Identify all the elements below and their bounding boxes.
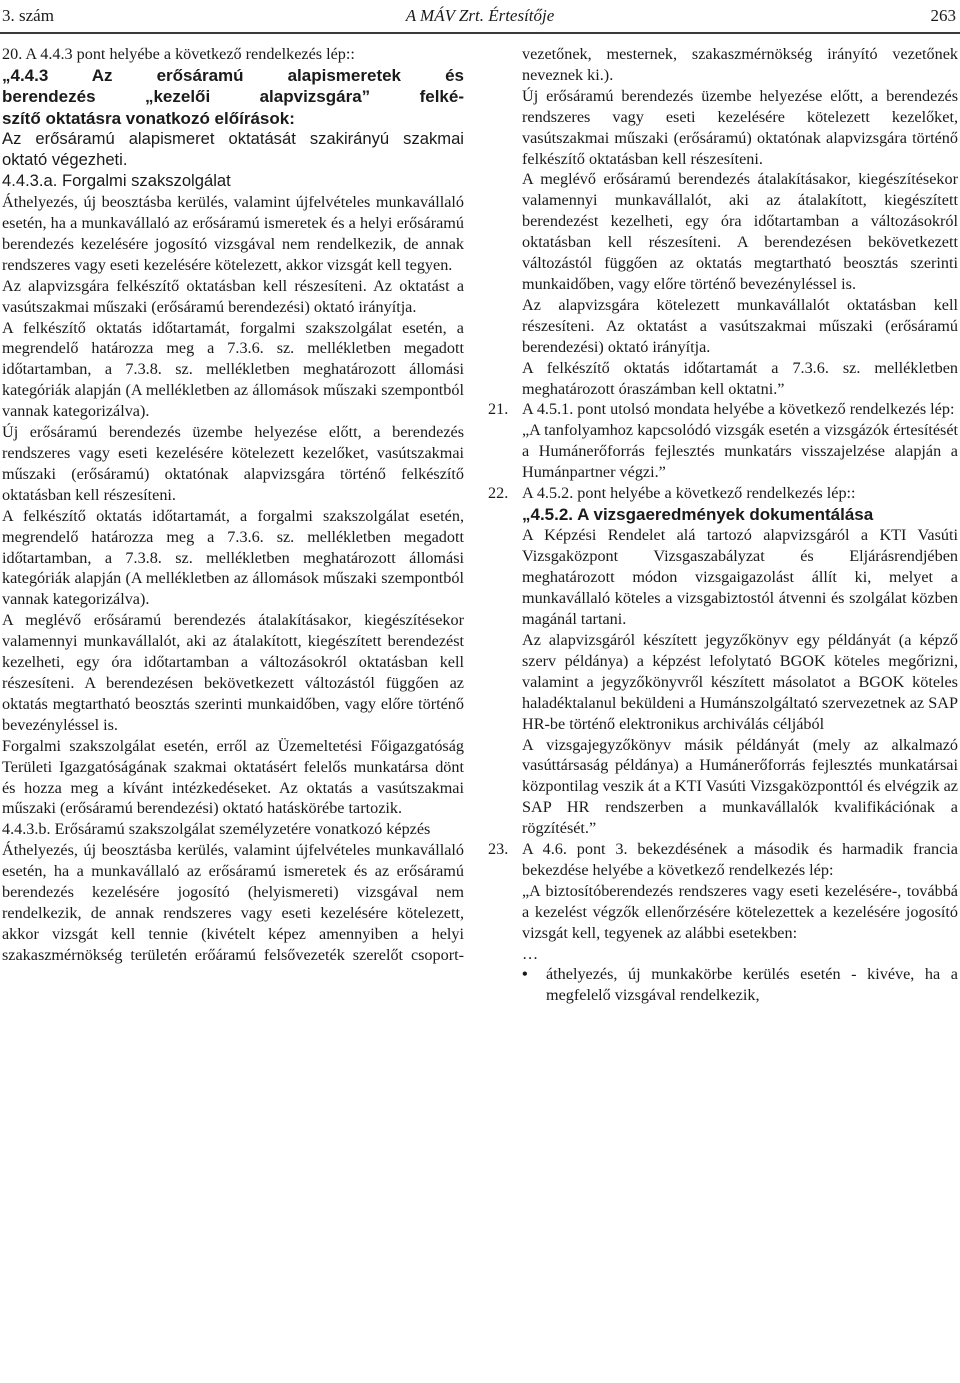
item-23 <box>488 839 958 881</box>
paragraph: Az alapvizsgára kötelezett munkavállalót oktatásban kell részesíteni. Az oktatást a vasútszakmai műszaki (erősáramú berendezési) oktató irányítja. <box>522 295 958 356</box>
section-heading-4-5-2: „4.5.2. A vizsgaeredmények dokumentálása <box>522 504 874 524</box>
bullet-item <box>488 964 958 1006</box>
subsection-heading-a: 4.4.3.a. Forgalmi szakszolgálat <box>2 171 231 191</box>
quoted-paragraph: „A tanfolyamhoz kapcsolódó vizsgák esetén a vizsgázók értesítését a Humánerőforrás fejlesztés munkatárs visszajelzése alapján a Humánpartner végzi.” <box>522 421 958 482</box>
paragraph: A felkészítő oktatás időtartamát, forgalmi szakszolgálat esetén, a megrendelő határozza meg a 7.3.6. sz. mellékletben megadott időtartamban, a 7.3.8. sz. mellékletben meghatározott állomási kategóriák alapján (A mellékletben az állomások műszaki szempontból vannak kategorizálva). <box>2 318 464 421</box>
paragraph: A Képzési Rendelet alá tartozó alapvizsgáról a KTI Vasúti Vizsgaközpont Vizsgaszabályzat és Eljárásrendjében meghatározott módon vizsgaigazolást állít ki, melyet a munkavállaló köteles a vizsgabiztostól átvenni és szolgálat közben magánál tartani. <box>522 526 958 629</box>
section-heading-line-2: berendezés „kezelői alapvizsgára” felké- <box>2 87 464 107</box>
paragraph: Forgalmi szakszolgálat esetén, erről az Üzemeltetési Főigazgatóság Területi Igazgatóságának szakmai oktatásért felelős munkatársa dönt és hozza meg a kívánt intézkedéseket. Az oktatás a vasútszakmai műszaki (erősáramú berendezési) oktató hatáskörébe tartozik. <box>2 736 464 818</box>
paragraph: Áthelyezés, új beosztásba kerülés, valamint újfelvételes munkavállaló esetén, ha a munkavállaló az erősáramú ismeretek és az erősáramú berendezés kezelésére jogosító (helyismereti) vizsgával nem rendelkezik, de annak rendszeres vagy eseti kezelésére kötelezett, akkor vizsgát kell tennie (kivételt képez amennyiben a helyi szakaszmérnökség területén erőáramú felsővezeték szerelőt csoport- <box>2 841 464 964</box>
item-21 <box>488 399 958 420</box>
intro-paragraph: Az erősáramú alapismeret oktatását szakirányú szakmai oktató végezheti. <box>2 129 464 170</box>
subsection-heading-b: 4.4.3.b. Erősáramú szakszolgálat személyzetére vonatkozó képzés <box>2 820 431 839</box>
item-22 <box>488 483 958 504</box>
paragraph: Az alapvizsgáról készített jegyzőkönyv egy példányát (a képző szerv példánya) a képzést lefolytató BGOK köteles megőrizni, valamint a jegyzőkönyvről készített másolatot a BGOK köteles haladéktalanul beküldeni a Humánszolgáltató szervezetnek az SAP HR-be történő elektronikus archiválás céljából <box>522 630 958 733</box>
paragraph: Új erősáramú berendezés üzembe helyezése előtt, a berendezés rendszeres vagy eseti kezelésére kötelezett kezelőket, vasútszakmai műszaki (erősáramú) oktatónak alapvizsgára történő felkészítő oktatásban kell részesíteni. <box>2 423 464 504</box>
item-text: A 4.5.1. pont utolsó mondata helyébe a következő rendelkezés lép: <box>522 400 955 419</box>
page-number: 263 <box>930 6 956 25</box>
left-column <box>2 44 464 966</box>
paragraph: A felkészítő oktatás időtartamát, a forgalmi szakszolgálat esetén, megrendelő határozza meg a 7.3.6. sz. mellékletben megadott időtartamban, a 7.3.8. sz. mellékletben meghatározott állomási kategóriák alapján (A mellékletben az állomások műszaki szempontból vannak kategorizálva). <box>2 506 464 609</box>
right-column <box>488 44 958 1006</box>
paragraph: A felkészítő oktatás időtartamát a 7.3.6. sz. mellékletben meghatározott óraszámban kell oktatni.” <box>522 358 958 398</box>
paragraph: vezetőnek, mesternek, szakaszmérnökség irányító vezetőnek neveznek ki.). <box>522 45 958 84</box>
section-heading-line-1: „4.4.3 Az erősáramú alapismeretek és <box>2 65 464 85</box>
item-text: A 4.5.2. pont helyébe a következő rendelkezés lép:: <box>522 484 856 503</box>
section-heading-line-3: szítő oktatásra vonatkozó előírások: <box>2 108 295 128</box>
publication-title: A MÁV Zrt. Értesítője <box>405 6 555 25</box>
item-20: 20. A 4.4.3 pont helyébe a következő rendelkezés lép:: <box>2 45 355 63</box>
bullet-icon: • <box>522 965 528 984</box>
bullet-text: áthelyezés, új munkakörbe kerülés esetén - kivéve, ha a megfelelő vizsgával rendelkezik, <box>546 965 958 1005</box>
paragraph: Új erősáramú berendezés üzembe helyezése előtt, a berendezés rendszeres vagy eseti kezelésére kötelezett kezelőket, vasútszakmai műszaki (erősáramú) oktatónak alapvizsgára történő felkészítő oktatásban kell részesíteni. <box>522 86 958 168</box>
page-header <box>0 4 960 30</box>
issue-number: 3. szám <box>2 6 54 25</box>
paragraph: A meglévő erősáramú berendezés átalakításakor, kiegészítésekor valamennyi munkavállalót, aki az átalakított, kiegészített berendezést kezelheti, egy óra időtartamban a változásokról oktatásban kell részesíteni. A berendezésen bekövetkezett változástól függően az oktatás megtartható beosztás szerinti munkaidőben, vagy előre történő bevezényléssel is. <box>2 611 464 734</box>
paragraph: Az alapvizsgára felkészítő oktatásban kell részesíteni. Az oktatást a vasútszakmai műszaki (erősáramú berendezési) oktató irányítja. <box>2 276 464 316</box>
ellipsis: … <box>522 944 539 963</box>
item-number: 21. <box>488 400 509 419</box>
header-rule <box>0 32 960 34</box>
item-number: 23. <box>488 840 509 859</box>
paragraph: A meglévő erősáramú berendezés átalakításakor, kiegészítésekor valamennyi munkavállalót, aki az átalakított, kiegészített berendezést kezelheti, egy óra időtartamban a változásokról oktatásban kell részesíteni. A berendezésen bekövetkezett változástól függően az oktatás megtartható beosztás szerinti munkaidőben, vagy előre történő bevezényléssel is. <box>522 170 958 293</box>
item-text: A 4.6. pont 3. bekezdésének a második és harmadik francia bekezdése helyébe a következő rendelkezés lép: <box>522 840 958 879</box>
paragraph: Áthelyezés, új beosztásba kerülés, valamint újfelvételes munkavállaló esetén, ha a munkavállaló az erősáramú ismeretek és a helyi erősáramú berendezés kezelésére jogosító vizsgával nem rendelkezik, de annak rendszeres vagy eseti kezelésére kötelezett, akkor vizsgát kell tegyen. <box>2 193 464 274</box>
item-number: 22. <box>488 484 509 503</box>
quoted-paragraph: „A biztosítóberendezés rendszeres vagy eseti kezelésére-, továbbá a kezelést végzők ellenőrzésére kötelezettek a kezelésére jogosító vizsgát kell, tegyenek az alábbi esetekben: <box>522 881 958 942</box>
paragraph: A vizsgajegyzőkönyv másik példányát (mely az alkalmazó vasúttársaság példánya) a Humánerőforrás fejlesztés munkatársai központilag veszik át a KTI Vasúti Vizsgaközponttól és elvégzik az SAP HR rendszerben a munkavállalók kvalifikációnak a rögzítését.” <box>522 735 958 838</box>
